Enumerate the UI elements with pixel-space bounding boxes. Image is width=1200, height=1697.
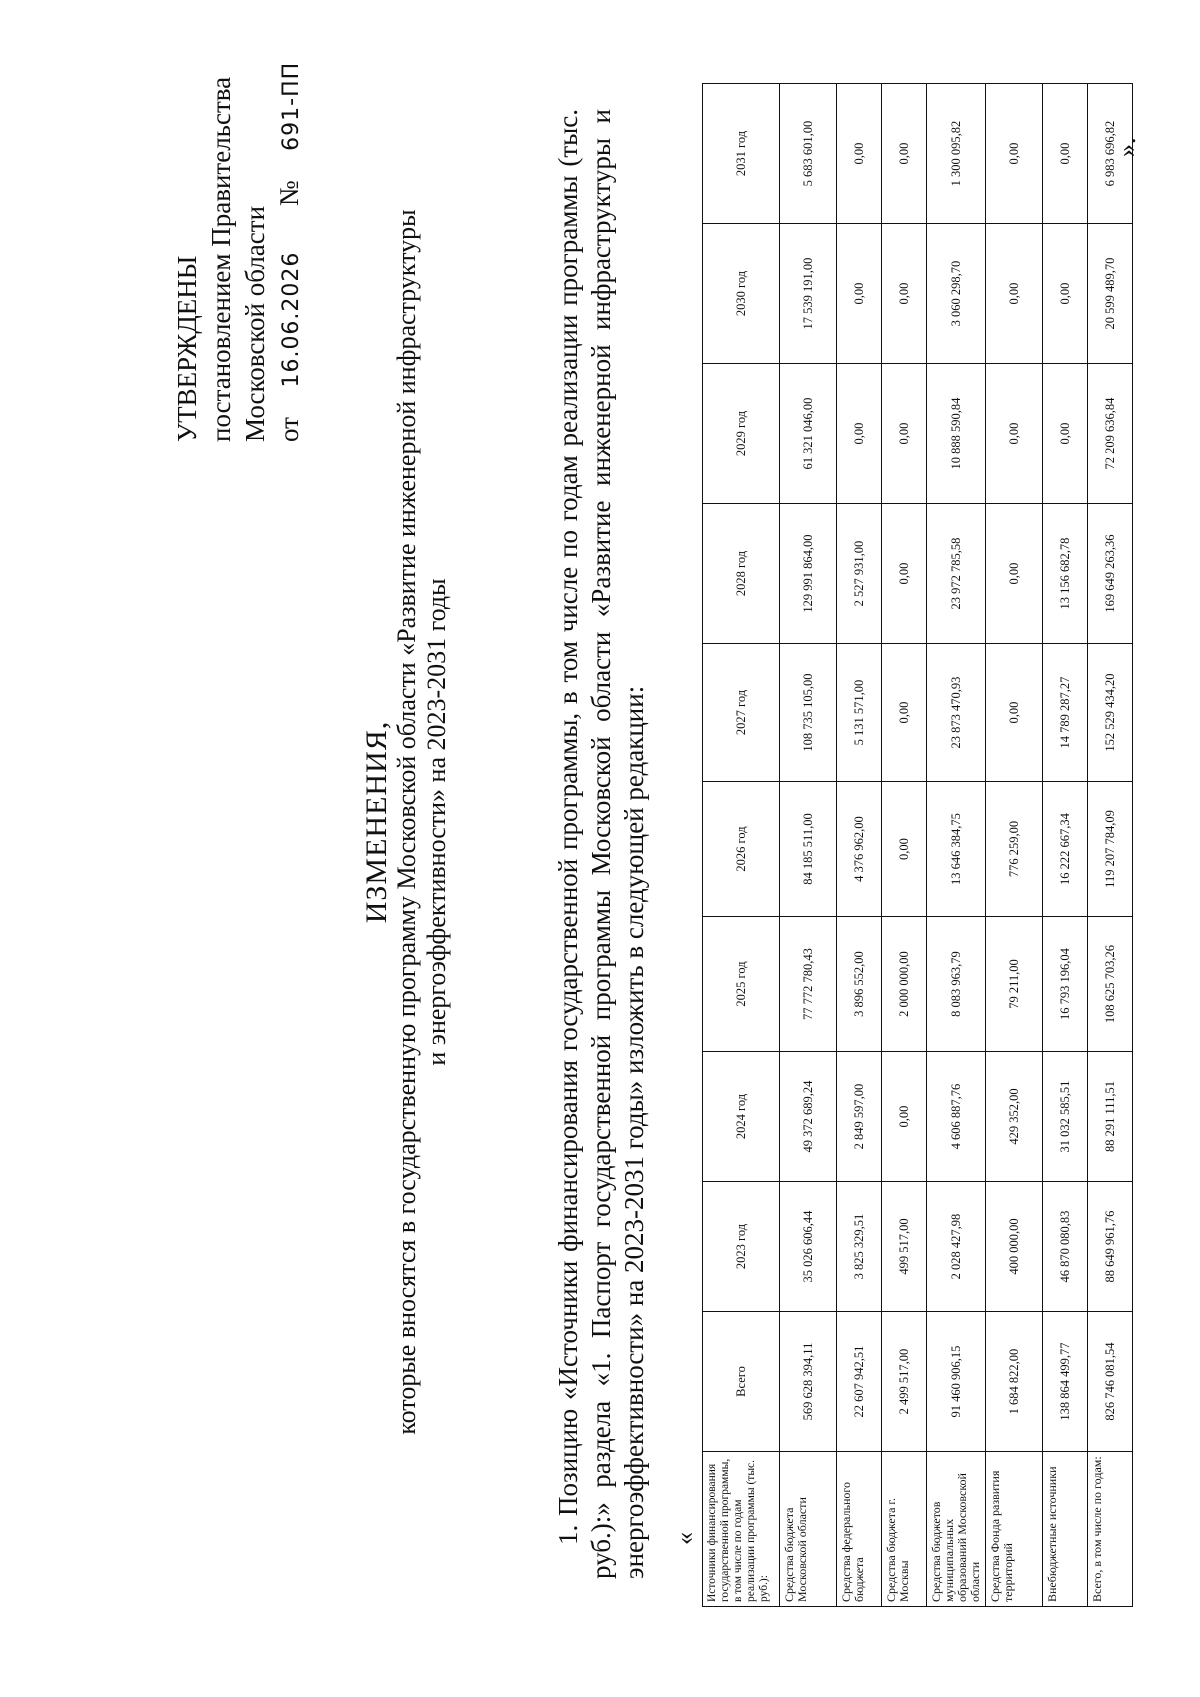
value-cell: 0,00 <box>882 1052 927 1182</box>
value-cell: 0,00 <box>882 644 927 782</box>
value-cell: 20 599 489,70 <box>1088 224 1133 364</box>
value-cell: 31 032 585,51 <box>1043 1052 1088 1182</box>
approval-date: 16.06.2026 <box>279 251 304 388</box>
value-cell: 0,00 <box>882 84 927 224</box>
header-year: 2025 год <box>703 917 780 1052</box>
approval-date-line <box>272 62 309 442</box>
value-cell: 2 527 931,00 <box>837 504 882 644</box>
source-cell: Средства бюджета Московской области <box>780 1452 837 1607</box>
table-row <box>1043 84 1088 1607</box>
approval-line: Московской области <box>240 205 270 442</box>
table-row <box>780 84 837 1607</box>
header-year: 2031 год <box>703 84 780 224</box>
value-cell: 79 211,00 <box>986 917 1043 1052</box>
value-cell: 88 649 961,76 <box>1088 1182 1133 1312</box>
header-source: Источники финансирования государственной программы, в том числе по годам реализации программы (тыс. руб.): <box>703 1452 780 1607</box>
value-cell: 88 291 111,51 <box>1088 1052 1133 1182</box>
financing-table <box>702 83 1133 1607</box>
value-cell: 4 376 962,00 <box>837 782 882 917</box>
value-cell: 2 028 427,98 <box>927 1182 986 1312</box>
total-cell: 91 460 906,15 <box>927 1312 986 1452</box>
document-subtitle: которые вносятся в государственную программу Московской области «Развитие инженерной инфраструктуры <box>392 209 421 1435</box>
table-row <box>927 84 986 1607</box>
value-cell: 0,00 <box>1043 84 1088 224</box>
total-cell: 138 864 499,77 <box>1043 1312 1088 1452</box>
value-cell: 16 222 667,34 <box>1043 782 1088 917</box>
value-cell: 499 517,00 <box>882 1182 927 1312</box>
table-row <box>1088 84 1133 1607</box>
document-title-block <box>362 207 452 1437</box>
close-quote: ». <box>1112 137 1141 157</box>
value-cell: 0,00 <box>837 224 882 364</box>
value-cell: 169 649 263,36 <box>1088 504 1133 644</box>
document-title: ИЗМЕНЕНИЯ, <box>360 720 393 924</box>
value-cell: 2 000 000,00 <box>882 917 927 1052</box>
value-cell: 13 156 682,78 <box>1043 504 1088 644</box>
value-cell: 0,00 <box>986 644 1043 782</box>
value-cell: 0,00 <box>882 224 927 364</box>
value-cell: 0,00 <box>882 504 927 644</box>
total-cell: 22 607 942,51 <box>837 1312 882 1452</box>
value-cell: 0,00 <box>1043 364 1088 504</box>
table-row <box>882 84 927 1607</box>
value-cell: 61 321 046,00 <box>780 364 837 504</box>
table-row <box>837 84 882 1607</box>
value-cell: 3 896 552,00 <box>837 917 882 1052</box>
total-cell: 569 628 394,11 <box>780 1312 837 1452</box>
header-year: 2024 год <box>703 1052 780 1182</box>
value-cell: 1 300 095,82 <box>927 84 986 224</box>
value-cell: 13 646 384,75 <box>927 782 986 917</box>
date-prefix: от <box>274 417 304 442</box>
value-cell: 3 825 329,51 <box>837 1182 882 1312</box>
value-cell: 0,00 <box>986 84 1043 224</box>
source-cell: Всего, в том числе по годам: <box>1088 1452 1133 1607</box>
value-cell: 84 185 511,00 <box>780 782 837 917</box>
header-total: Всего <box>703 1312 780 1452</box>
source-cell: Средства бюджета г. Москвы <box>882 1452 927 1607</box>
value-cell: 0,00 <box>986 504 1043 644</box>
value-cell: 5 131 571,00 <box>837 644 882 782</box>
value-cell: 35 026 606,44 <box>780 1182 837 1312</box>
value-cell: 119 207 784,09 <box>1088 782 1133 917</box>
value-cell: 0,00 <box>986 364 1043 504</box>
approval-heading: УТВЕРЖДЕНЫ <box>172 255 202 442</box>
value-cell: 5 683 601,00 <box>780 84 837 224</box>
value-cell: 16 793 196,04 <box>1043 917 1088 1052</box>
source-cell: Средства федерального бюджета <box>837 1452 882 1607</box>
value-cell: 3 060 298,70 <box>927 224 986 364</box>
value-cell: 108 735 105,00 <box>780 644 837 782</box>
value-cell: 0,00 <box>1043 224 1088 364</box>
source-cell: Средства Фонда развития территорий <box>986 1452 1043 1607</box>
source-cell: Внебюджетные источники <box>1043 1452 1088 1607</box>
table-header-row <box>703 84 780 1607</box>
intro-paragraph: 1. Позицию «Источники финансирования государственной программы, в том числе по годам реализации программы (тыс. руб.):» раздела «1. Паспорт государственной программы Московской области «Развитие инженерной инфраструктуры и энергоэффективности» на 2023-2031 годы» изложить в следующей редакции: <box>553 109 649 1579</box>
approval-stamp <box>170 62 309 442</box>
value-cell: 23 972 785,58 <box>927 504 986 644</box>
value-cell: 10 888 590,84 <box>927 364 986 504</box>
table-body <box>780 84 1133 1607</box>
table-row <box>986 84 1043 1607</box>
header-year: 2023 год <box>703 1182 780 1312</box>
value-cell: 17 539 191,00 <box>780 224 837 364</box>
value-cell: 6 983 696,82 <box>1088 84 1133 224</box>
value-cell: 0,00 <box>837 84 882 224</box>
document-subtitle: и энергоэффективности» на 2023-2031 годы <box>422 578 451 1066</box>
value-cell: 72 209 636,84 <box>1088 364 1133 504</box>
value-cell: 77 772 780,43 <box>780 917 837 1052</box>
value-cell: 8 083 963,79 <box>927 917 986 1052</box>
number-prefix: № <box>274 180 304 207</box>
value-cell: 0,00 <box>837 364 882 504</box>
value-cell: 0,00 <box>882 364 927 504</box>
value-cell: 49 372 689,24 <box>780 1052 837 1182</box>
approval-line: постановлением Правительства <box>206 76 236 442</box>
header-year: 2029 год <box>703 364 780 504</box>
approval-number: 691-ПП <box>279 61 304 151</box>
value-cell: 23 873 470,93 <box>927 644 986 782</box>
open-quote: « <box>670 1532 699 1545</box>
value-cell: 0,00 <box>882 782 927 917</box>
value-cell: 0,00 <box>986 224 1043 364</box>
value-cell: 14 789 287,27 <box>1043 644 1088 782</box>
total-cell: 1 684 822,00 <box>986 1312 1043 1452</box>
total-cell: 826 746 081,54 <box>1088 1312 1133 1452</box>
source-cell: Средства бюджетов муниципальных образований Московской области <box>927 1452 986 1607</box>
value-cell: 129 991 864,00 <box>780 504 837 644</box>
value-cell: 108 625 703,26 <box>1088 917 1133 1052</box>
value-cell: 152 529 434,20 <box>1088 644 1133 782</box>
value-cell: 429 352,00 <box>986 1052 1043 1182</box>
header-year: 2027 год <box>703 644 780 782</box>
value-cell: 400 000,00 <box>986 1182 1043 1312</box>
header-year: 2030 год <box>703 224 780 364</box>
value-cell: 776 259,00 <box>986 782 1043 917</box>
value-cell: 46 870 080,83 <box>1043 1182 1088 1312</box>
header-year: 2026 год <box>703 782 780 917</box>
value-cell: 4 606 887,76 <box>927 1052 986 1182</box>
header-year: 2028 год <box>703 504 780 644</box>
total-cell: 2 499 517,00 <box>882 1312 927 1452</box>
value-cell: 2 849 597,00 <box>837 1052 882 1182</box>
